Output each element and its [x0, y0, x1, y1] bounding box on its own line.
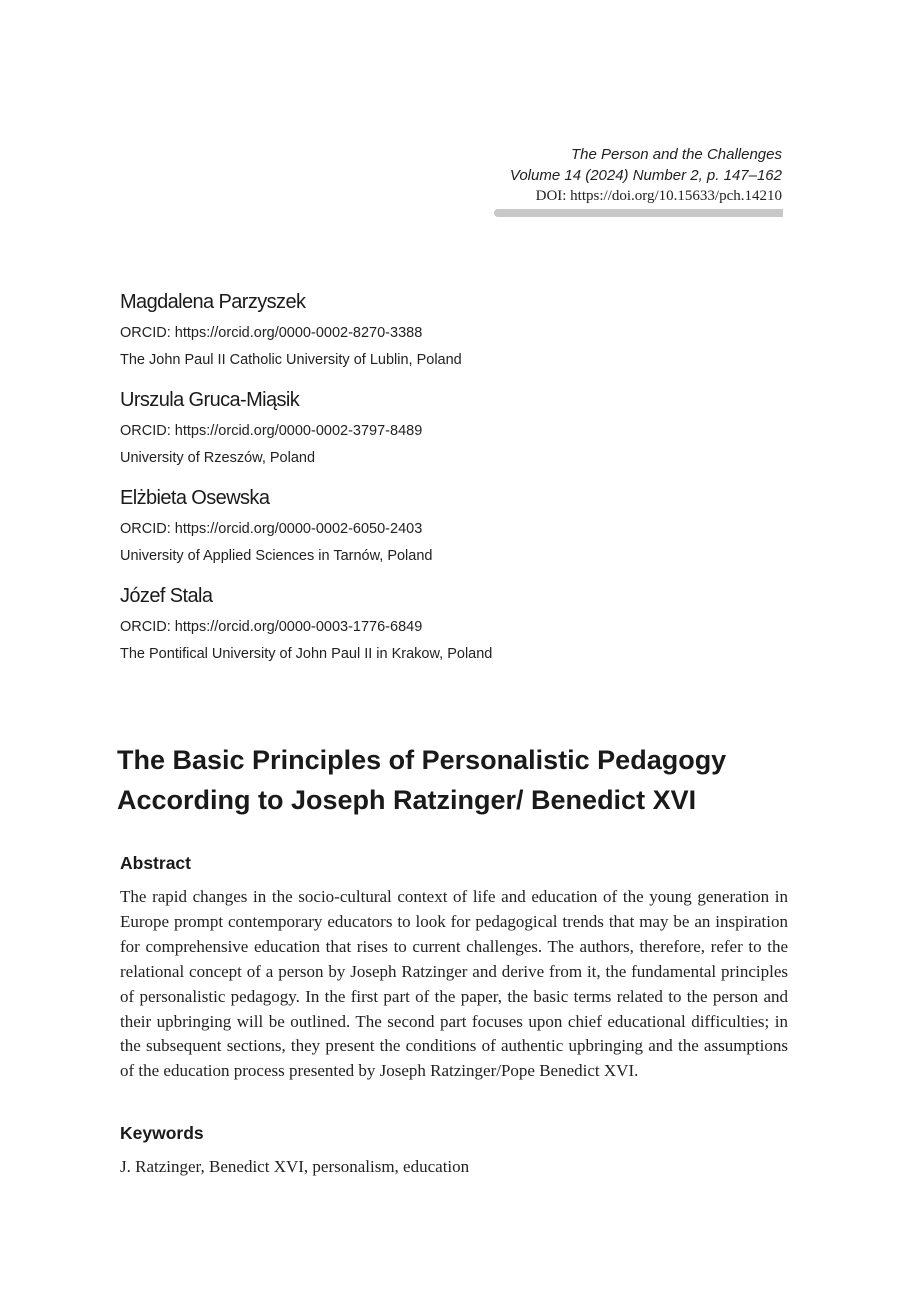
journal-doi[interactable]: DOI: https://doi.org/10.15633/pch.14210 [535, 188, 782, 204]
author-orcid[interactable]: ORCID: https://orcid.org/0000-0003-1776-6849 [120, 619, 423, 635]
author-orcid[interactable]: ORCID: https://orcid.org/0000-0002-6050-2403 [120, 521, 423, 537]
author-block [120, 386, 800, 472]
paper-title-line-1: The Basic Principles of Personalistic Pedagogy [117, 745, 727, 775]
journal-name: The Person and the Challenges [571, 146, 782, 163]
author-name: Józef Stala [120, 585, 213, 607]
author-affiliation: University of Rzeszów, Poland [120, 450, 316, 466]
author-block [120, 484, 800, 570]
header-divider-bar [494, 209, 783, 217]
author-affiliation: University of Applied Sciences in Tarnów, Poland [120, 548, 433, 564]
author-name: Elżbieta Osewska [120, 487, 270, 509]
author-affiliation: The Pontifical University of John Paul II in Krakow, Poland [120, 646, 493, 662]
abstract-text: The rapid changes in the socio-cultural context of life and education of the young generation in Europe prompt contemporary educators to look for pedagogical trends that may be an inspiration for comprehensive education that rises to current challenges. The authors, therefore, refer to the relational concept of a person by Joseph Ratzinger and derive from it, the fundamental principles of personalistic pedagogy. In the first part of the paper, the basic terms related to the person and their upbringing will be outlined. The second part focuses upon chief educational difficulties; in the subsequent sections, they present the conditions of authentic upbringing and the assumptions of the education process presented by Joseph Ratzinger/Pope Benedict XVI. [120, 887, 788, 1081]
author-list [120, 288, 800, 680]
author-block [120, 582, 800, 668]
abstract-heading: Abstract [120, 853, 191, 873]
author-affiliation: The John Paul II Catholic University of Lublin, Poland [120, 352, 462, 368]
journal-issue: Volume 14 (2024) Number 2, p. 147–162 [509, 167, 782, 184]
author-block [120, 288, 800, 374]
author-name: Magdalena Parzyszek [120, 291, 306, 313]
keywords-heading: Keywords [120, 1123, 204, 1143]
keywords-text: J. Ratzinger, Benedict XVI, personalism, education [120, 1157, 470, 1176]
author-orcid[interactable]: ORCID: https://orcid.org/0000-0002-8270-3388 [120, 325, 423, 341]
journal-header [382, 144, 782, 207]
author-name: Urszula Gruca-Miąsik [120, 389, 300, 411]
author-orcid[interactable]: ORCID: https://orcid.org/0000-0002-3797-8489 [120, 423, 423, 439]
paper-title-line-2: According to Joseph Ratzinger/ Benedict XVI [117, 785, 697, 815]
paper-title [117, 740, 807, 820]
